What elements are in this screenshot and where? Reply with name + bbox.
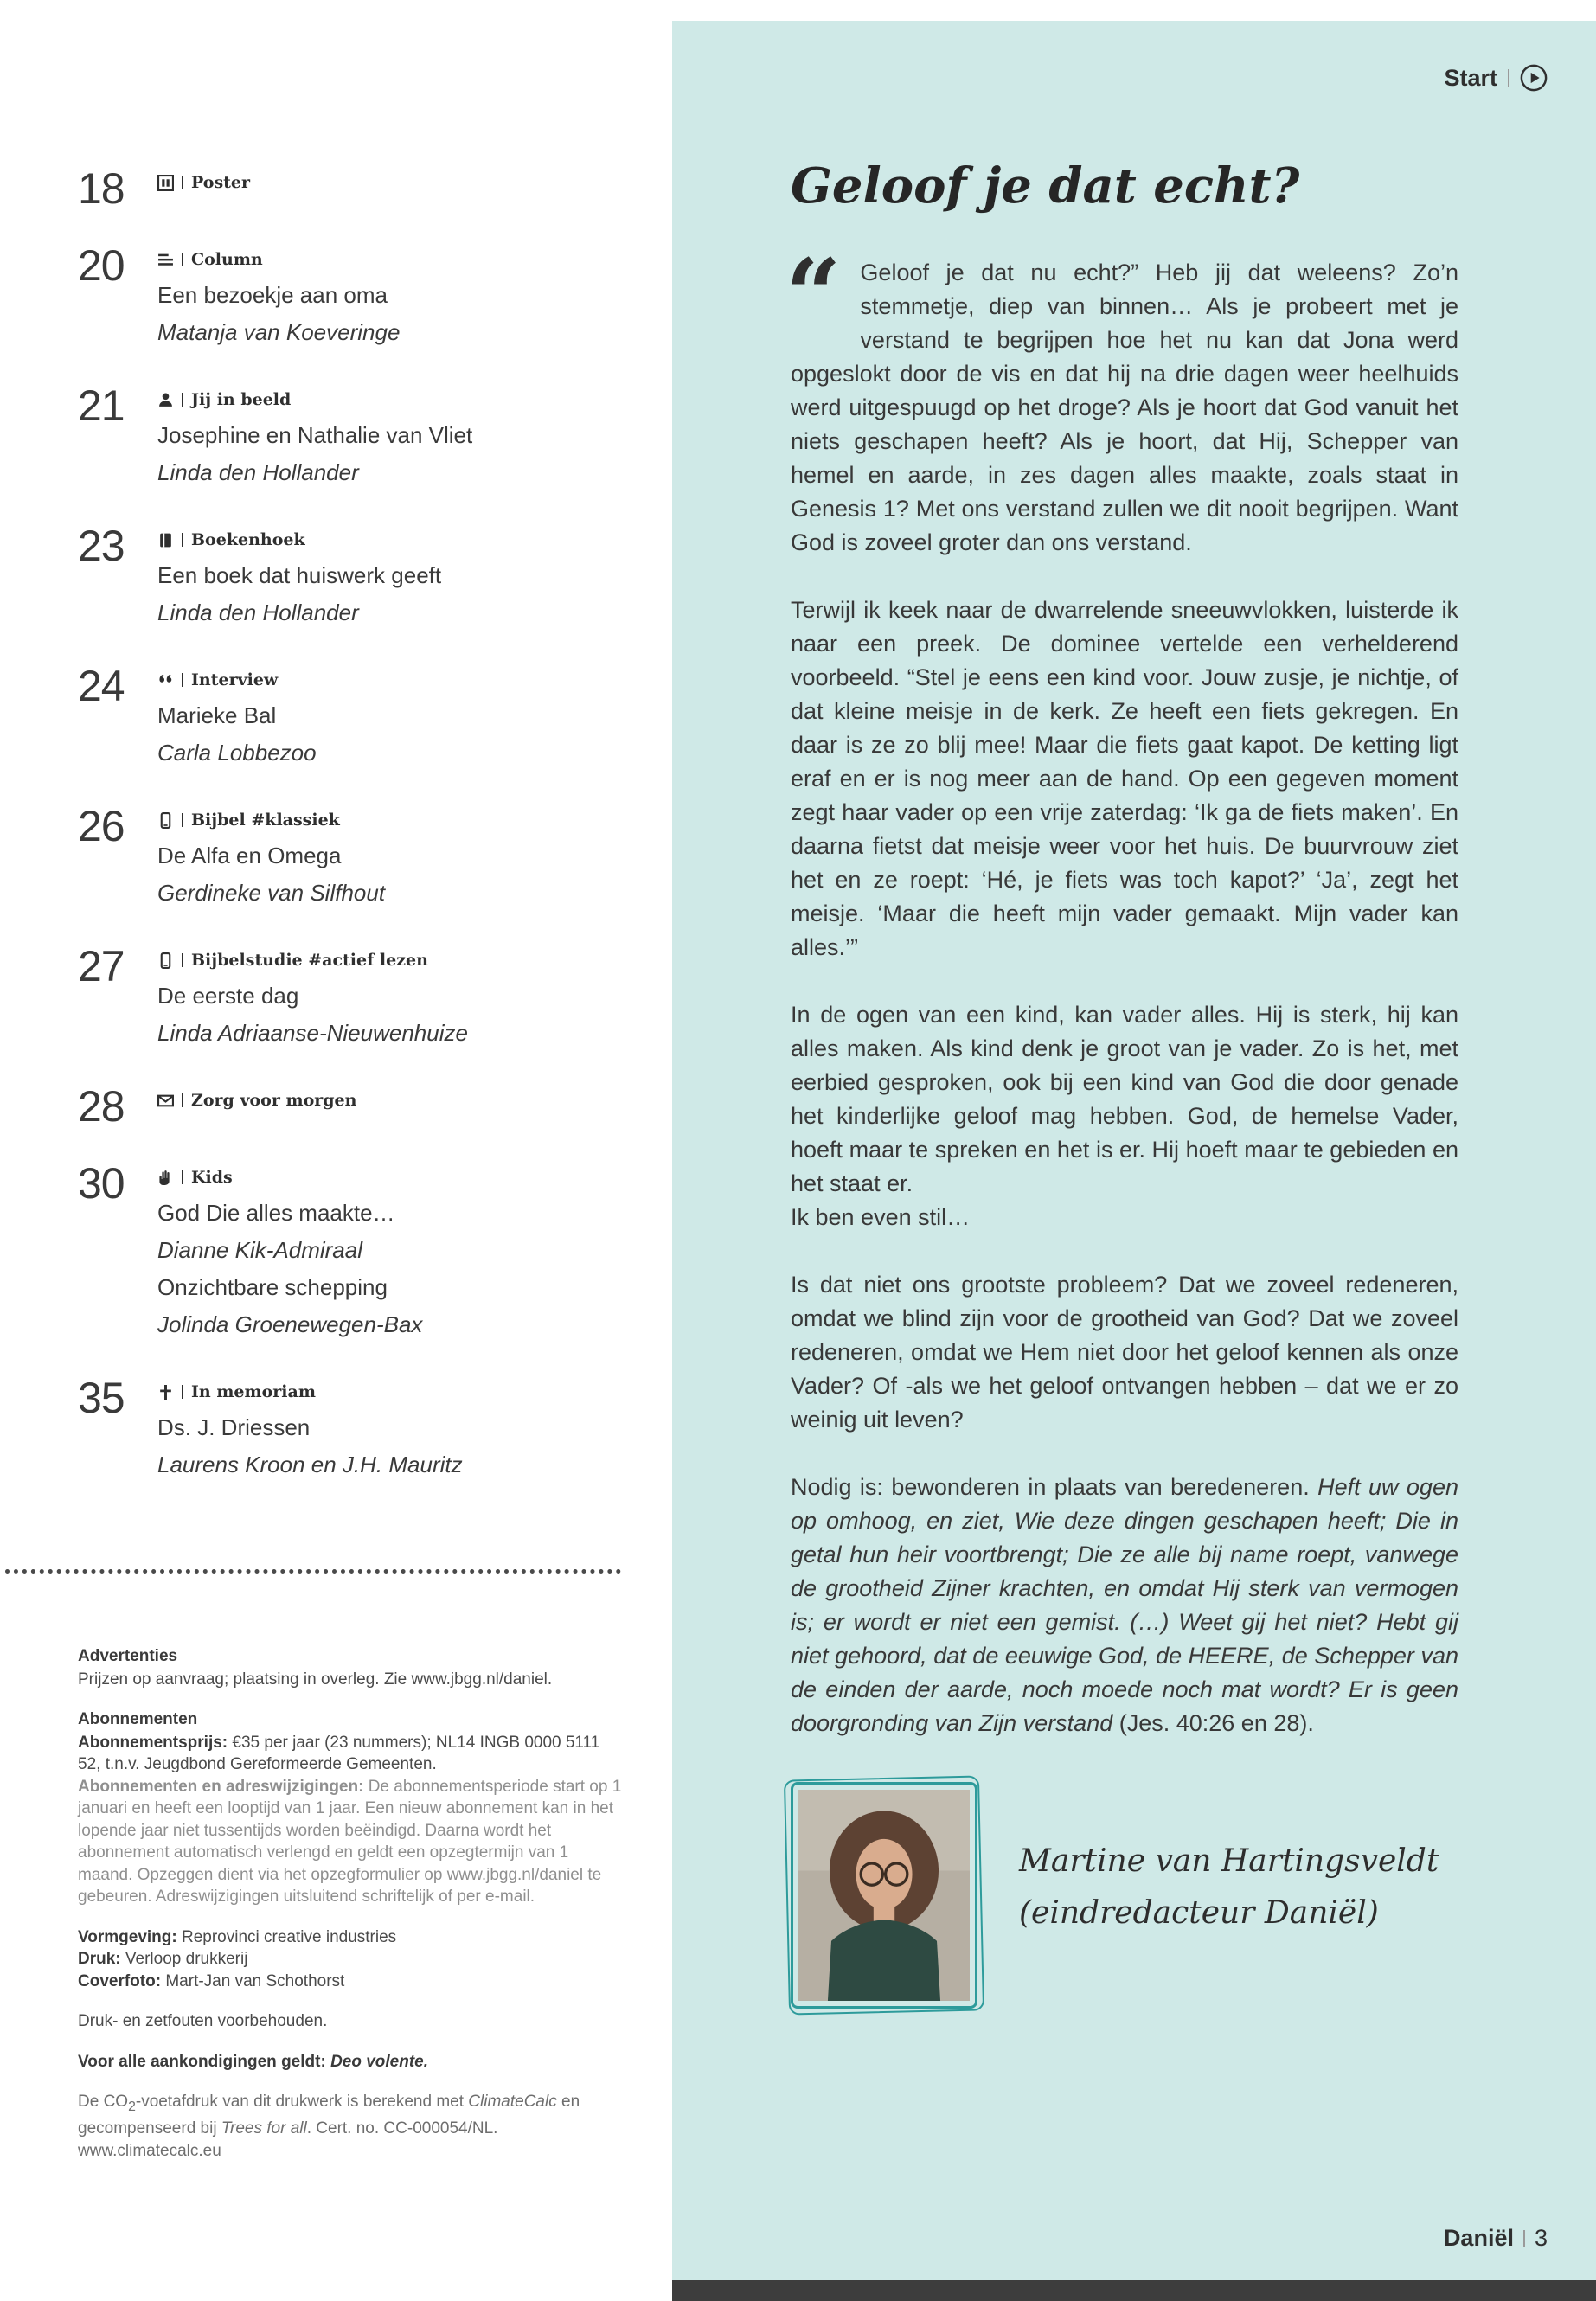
toc-category-label: Poster bbox=[191, 173, 251, 192]
toc-entry-title: Onzichtbare schepping bbox=[157, 1274, 388, 1300]
toc-page-number: 28 bbox=[78, 1082, 125, 1131]
toc-item-interview[interactable] bbox=[78, 663, 631, 772]
envelope-icon bbox=[157, 1093, 174, 1109]
bottom-edge-strip bbox=[672, 2280, 1596, 2301]
signature-name: Martine van Hartingsveldt bbox=[1019, 1843, 1439, 1879]
toc-entry-author: Linda den Hollander bbox=[157, 459, 359, 485]
toc-category-label: Jij in beeld bbox=[191, 390, 292, 409]
colophon-advertenties bbox=[78, 1645, 625, 1690]
article-paragraph: Nodig is: bewonderen in plaats van beredeneren. Heft uw ogen op omhoog, en ziet, Wie deze dingen geschapen heeft; Die in getal hun heir voortbrengt; Die ze alle bij name roept, vanwege de grootheid Zijner krachten, en omdat Hij sterk van vermogen is; er wordt er niet een gemist. (…) Weet gij het niet? Hebt gij niet gehoord, dat de eeuwige God, de HEERE, de Schepper van de einden der aarde, noch moede noch mat wordt? Er is geen doorgronding van Zijn verstand (Jes. 40:26 en 28). bbox=[791, 1474, 1458, 1736]
toc-entry-title: Een bezoekje aan oma bbox=[157, 282, 388, 308]
colophon bbox=[78, 1645, 625, 2180]
toc-entry-author: Linda den Hollander bbox=[157, 599, 359, 625]
colophon-text: Abonnementen en adreswijzigingen: De abonnementsperiode start op 1 januari en heeft een looptijd van 1 jaar. Een nieuw abonnement kan in het lopende jaar niet tussentijds worden beëindigd. Daarna wordt het abonnement automatisch verlengd en geldt een opzegtermijn van 1 maand. Opzeggen dient via het opzegformulier op www.jbgg.nl/daniel te gebeuren. Adreswijzigingen uitsluitend schriftelijk of per e-mail. bbox=[78, 1777, 622, 1906]
magazine-name: Daniël bbox=[1443, 2225, 1514, 2251]
toc-entry-author: Gerdineke van Silfhout bbox=[157, 880, 386, 906]
toc-category-label: Interview bbox=[191, 670, 279, 689]
toc-entry-author: Carla Lobbezoo bbox=[157, 740, 317, 766]
toc-entry-author: Jolinda Groenewegen-Bax bbox=[157, 1311, 423, 1337]
start-link[interactable] bbox=[1444, 64, 1548, 92]
article-paragraph: “ Geloof je dat nu echt?” Heb jij dat weleens? Zo’n stemmetje, diep van binnen… Als je probeert met je verstand te begrijpen hoe het nu kan dat Jona werd opgeslokt door de vis en dat hij na drie dagen weer heelhuids werd uitgespuugd op het droge? Als je hoort dat God vanuit het niets geschapen heeft? Als je hoort, dat Hij, Schepper van hemel en aarde, in zes dagen alles maakte, zoals staat in Genesis 1? Met ons verstand zullen we dit nooit begrijpen. Want God is zoveel groter dan ons verstand. bbox=[785, 239, 1458, 555]
toc-item-zorg-voor-morgen[interactable] bbox=[78, 1084, 631, 1129]
separator-bar bbox=[182, 1385, 183, 1399]
toc-page-number: 27 bbox=[78, 942, 125, 990]
toc-item-kids[interactable] bbox=[78, 1161, 631, 1343]
colophon-text: Prijzen op aanvraag; plaatsing in overleg. Zie www.jbgg.nl/daniel. bbox=[78, 1670, 553, 1689]
play-icon bbox=[1520, 64, 1548, 92]
colophon-text: Vormgeving: Reprovinci creative industries bbox=[78, 1927, 397, 1946]
byline bbox=[791, 1782, 1458, 2009]
toc-category-label: Boekenhoek bbox=[191, 530, 305, 549]
toc-item-boekenhoek[interactable] bbox=[78, 523, 631, 631]
toc-page-number: 35 bbox=[78, 1374, 125, 1422]
colophon-aankondigingen: Voor alle aankondigingen geldt: Deo volente. bbox=[78, 2052, 429, 2071]
colophon-abonnementen bbox=[78, 1708, 625, 1908]
toc-category-label: Bijbelstudie #actief lezen bbox=[191, 951, 428, 970]
toc-page-number: 30 bbox=[78, 1159, 125, 1208]
phone-icon bbox=[157, 812, 174, 829]
toc-entry-title: Een boek dat huiswerk geeft bbox=[157, 562, 442, 588]
book-icon bbox=[157, 532, 174, 548]
toc-item-bijbel-klassiek[interactable] bbox=[78, 804, 631, 912]
cross-icon bbox=[157, 1384, 174, 1400]
poster-icon bbox=[157, 175, 174, 191]
toc-item-bijbelstudie[interactable] bbox=[78, 944, 631, 1052]
signature bbox=[1019, 1782, 1439, 1939]
toc-page-number: 21 bbox=[78, 381, 125, 430]
separator-bar bbox=[182, 813, 183, 827]
colophon-heading: Abonnementen bbox=[78, 1710, 198, 1728]
toc-entry-title: Marieke Bal bbox=[157, 702, 277, 728]
toc-category-label: Zorg voor morgen bbox=[191, 1091, 357, 1110]
separator-bar bbox=[1508, 69, 1509, 87]
hand-icon bbox=[157, 1170, 174, 1186]
colophon-co2: De $CO_2$-voetafdruk van dit drukwerk is berekend met ClimateCalc en gecompenseerd bij Trees for all. Cert. no. CC-000054/NL. www.climatecalc.eu bbox=[78, 2093, 580, 2160]
separator-bar bbox=[182, 1093, 183, 1107]
toc-page-number: 18 bbox=[78, 164, 125, 213]
toc-page-number: 24 bbox=[78, 662, 125, 710]
colophon-text: Druk: Verloop drukkerij bbox=[78, 1950, 248, 1968]
article-paragraph: Is dat niet ons grootste probleem? Dat we zoveel redeneren, omdat we blind zijn voor de grootheid van God? Dat we zoveel redeneren, omdat we Hem niet door het geloof kennen als onze Vader? Of -als we het geloof ontvangen hebben – dat we er zo weinig uit leven? bbox=[791, 1272, 1458, 1433]
quote-icon bbox=[157, 672, 174, 689]
colophon-zetfouten: Druk- en zetfouten voorbehouden. bbox=[78, 2012, 328, 2030]
colophon-credits bbox=[78, 1926, 625, 1993]
article-paragraph: In de ogen van een kind, kan vader alles. Hij is sterk, hij kan alles maken. Als kind denk je groot van je vader. Zo is het, met eerbied gesproken, ook bij een kind van God die door genade het kinderlijke geloof mag hebben. God, de hemelse Vader, hoeft maar te spreken en het is er. Hij hoeft maar te gebieden en het staat er. Ik ben even stil… bbox=[791, 1002, 1458, 1230]
colophon-text: Abonnementsprijs: €35 per jaar (23 nummers); NL14 INGB 0000 5111 52, t.n.v. Jeugdbond Gereformeerde Gemeenten. bbox=[78, 1733, 600, 1773]
separator-bar bbox=[1523, 2230, 1525, 2247]
separator-bar bbox=[182, 673, 183, 687]
table-of-contents bbox=[78, 166, 631, 1516]
toc-entry-title: De eerste dag bbox=[157, 983, 299, 1009]
toc-item-column[interactable] bbox=[78, 243, 631, 351]
toc-entry-title: Josephine en Nathalie van Vliet bbox=[157, 422, 473, 448]
editorial-panel bbox=[672, 21, 1596, 2280]
separator-bar bbox=[182, 1170, 183, 1184]
separator-bar bbox=[182, 253, 183, 266]
portrait-photo bbox=[791, 1782, 977, 2009]
article-title: Geloof je dat echt? bbox=[791, 157, 1300, 215]
start-label: Start bbox=[1444, 64, 1497, 91]
toc-page-number: 26 bbox=[78, 802, 125, 850]
toc-item-poster[interactable] bbox=[78, 166, 631, 211]
toc-entry-title: Ds. J. Driessen bbox=[157, 1414, 311, 1440]
toc-entry-author: Laurens Kroon en J.H. Mauritz bbox=[157, 1452, 463, 1477]
toc-item-in-memoriam[interactable] bbox=[78, 1375, 631, 1484]
toc-entry-title: De Alfa en Omega bbox=[157, 843, 342, 868]
toc-entry-title: God Die alles maakte… bbox=[157, 1200, 395, 1226]
column-icon bbox=[157, 252, 174, 268]
page-footer bbox=[1444, 2225, 1548, 2252]
separator-bar bbox=[182, 953, 183, 967]
page-number: 3 bbox=[1534, 2225, 1548, 2251]
colophon-text: Coverfoto: Mart-Jan van Schothorst bbox=[78, 1971, 345, 1990]
editorial-article bbox=[785, 157, 1458, 2009]
toc-entry-author: Linda Adriaanse-Nieuwenhuize bbox=[157, 1020, 468, 1046]
toc-entry-author: Dianne Kik-Admiraal bbox=[157, 1237, 362, 1263]
toc-entry-author: Matanja van Koeveringe bbox=[157, 319, 401, 345]
article-paragraph: Terwijl ik keek naar de dwarrelende sneeuwvlokken, luisterde ik naar een preek. De dominee vertelde een verhelderend voorbeeld. “Stel je eens een kind voor. Jouw zusje, je nichtje, of dat kleine meisje in de kerk. Ze heeft een fiets gekregen. En daar is ze zo blij mee! Maar die fiets gaat kapot. De ketting ligt eraf en er is nog meer aan de hand. Op een gegeven moment zegt haar vader op een vrije zaterdag: ‘Ik ga de fiets maken’. En daarna fietst dat meisje weer voor het huis. De buurvrouw ziet het en ze roept: ‘Hé, je fiets was toch kapot?’ ‘Ja’, zegt het meisje. ‘Maar die heeft mijn vader gemaakt. Mijn vader kan alles.’” bbox=[791, 597, 1458, 960]
toc-category-label: Kids bbox=[191, 1168, 233, 1187]
signature-role: (eindredacteur Daniël) bbox=[1019, 1895, 1379, 1931]
toc-item-jij-in-beeld[interactable] bbox=[78, 383, 631, 491]
toc-category-label: In memoriam bbox=[191, 1382, 316, 1401]
toc-category-label: Bijbel #klassiek bbox=[191, 811, 340, 830]
opening-quote-mark: “ bbox=[785, 239, 842, 352]
toc-category-label: Column bbox=[191, 250, 263, 269]
separator-bar bbox=[182, 533, 183, 547]
separator-bar bbox=[182, 393, 183, 407]
toc-page-number: 23 bbox=[78, 522, 125, 570]
person-icon bbox=[157, 392, 174, 408]
separator-bar bbox=[182, 176, 183, 189]
phone-icon bbox=[157, 952, 174, 969]
colophon-heading: Advertenties bbox=[78, 1647, 178, 1665]
dotted-divider bbox=[5, 1569, 621, 1574]
toc-page-number: 20 bbox=[78, 241, 125, 290]
